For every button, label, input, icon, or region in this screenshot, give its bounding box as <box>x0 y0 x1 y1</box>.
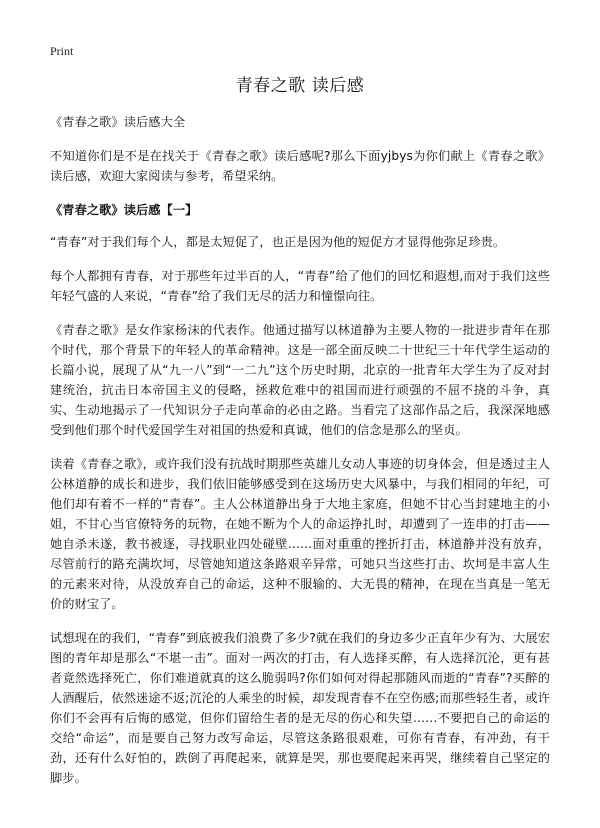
subtitle: 《青春之歌》读后感大全 <box>50 115 186 129</box>
body-paragraph-3: 《青春之歌》是女作家杨沫的代表作。他通过描写以林道静为主要人物的一批进步青年在那个时代，那个背景下的年轻人的革命精神。这是一部全面反映二十世纪三十年代学生运动的长篇小说，展现了从“九一八”到“一二九”这个历史时期，北京的一批青年大学生为了反对封建统治，抗击日本帝国主义的侵略，拯救危难中的祖国而进行顽强的不屈不挠的斗争，真实、生动地揭示了一代知识分子走向革命的必由之路。当看完了这部作品之后，我深深地感受到他们那个时代爱国学生对祖国的热爱和真诚，他们的信念是那么的坚贞。 <box>50 323 550 437</box>
body-paragraph-2: 每个人都拥有青春，对于那些年过半百的人，“青春”给了他们的回忆和遐想,而对于我们这些年轻气盛的人来说，“青春”给了我们无尽的活力和憧憬向往。 <box>50 269 550 303</box>
print-label[interactable]: Print <box>50 44 74 58</box>
intro-paragraph: 不知道你们是不是在找关于《青春之歌》读后感呢?那么下面yjbys为你们献上《青春之歌》读后感，欢迎大家阅读与参考，希望采纳。 <box>50 149 550 183</box>
body-paragraph-5: 试想现在的我们，“青春”到底被我们浪费了多少?就在我们的身边多少正直年少有为、大展宏图的青年却是那么“不堪一击”。面对一两次的打击，有人选择买醉，有人选择沉沦，更有甚者竟然选择死亡，你们难道就真的这么脆弱吗?你们如何对得起那随风而逝的“青春”?买醉的人酒醒后，依然迷途不返;沉沦的人乘坐的时候，却发现青春不在空伤感;而那些轻生者，或许你们不会再有后悔的感觉，但你们留给生者的是无尽的伤心和失望……不要把自己的命运的交给“命运”，而是要自己努力改写命运，尽管这条路很艰难，可你有青春，有冲劲，有干劲，还有什么好怕的，跌倒了再爬起来，就算是哭，那也要爬起来再哭，继续着自己坚定的脚步。 <box>50 631 550 785</box>
body-paragraph-4: 读着《青春之歌》，或许我们没有抗战时期那些英雄儿女动人事迹的切身体会，但是透过主人公林道静的成长和进步，我们依旧能够感受到在这场历史大风暴中，与我们相同的年纪，可他们却有着不一样的“青春”。主人公林道静出身于大地主家庭，但她不甘心当封建地主的小姐，不甘心当官僚特务的玩物，在她不断为个人的命运挣扎时，却遭到了一连串的打击——她自杀未遂，教书被逐，寻找职业四处碰壁……面对重重的挫折打击，林道静并没有放弃，尽管前行的路充满坎坷，尽管她知道这条路艰辛异常，可她只当这些打击、坎坷是丰富人生的元素来对待，从没放弃自己的命运，这种不服输的、大无畏的精神，在现在当真是一笔无价的财宝了。 <box>50 457 550 611</box>
section-heading: 《青春之歌》读后感【一】 <box>50 203 198 217</box>
page-title: 青春之歌 读后感 <box>235 76 365 96</box>
body-paragraph-1: “青春”对于我们每个人，都是太短促了，也正是因为他的短促方才显得他弥足珍贵。 <box>50 235 506 249</box>
